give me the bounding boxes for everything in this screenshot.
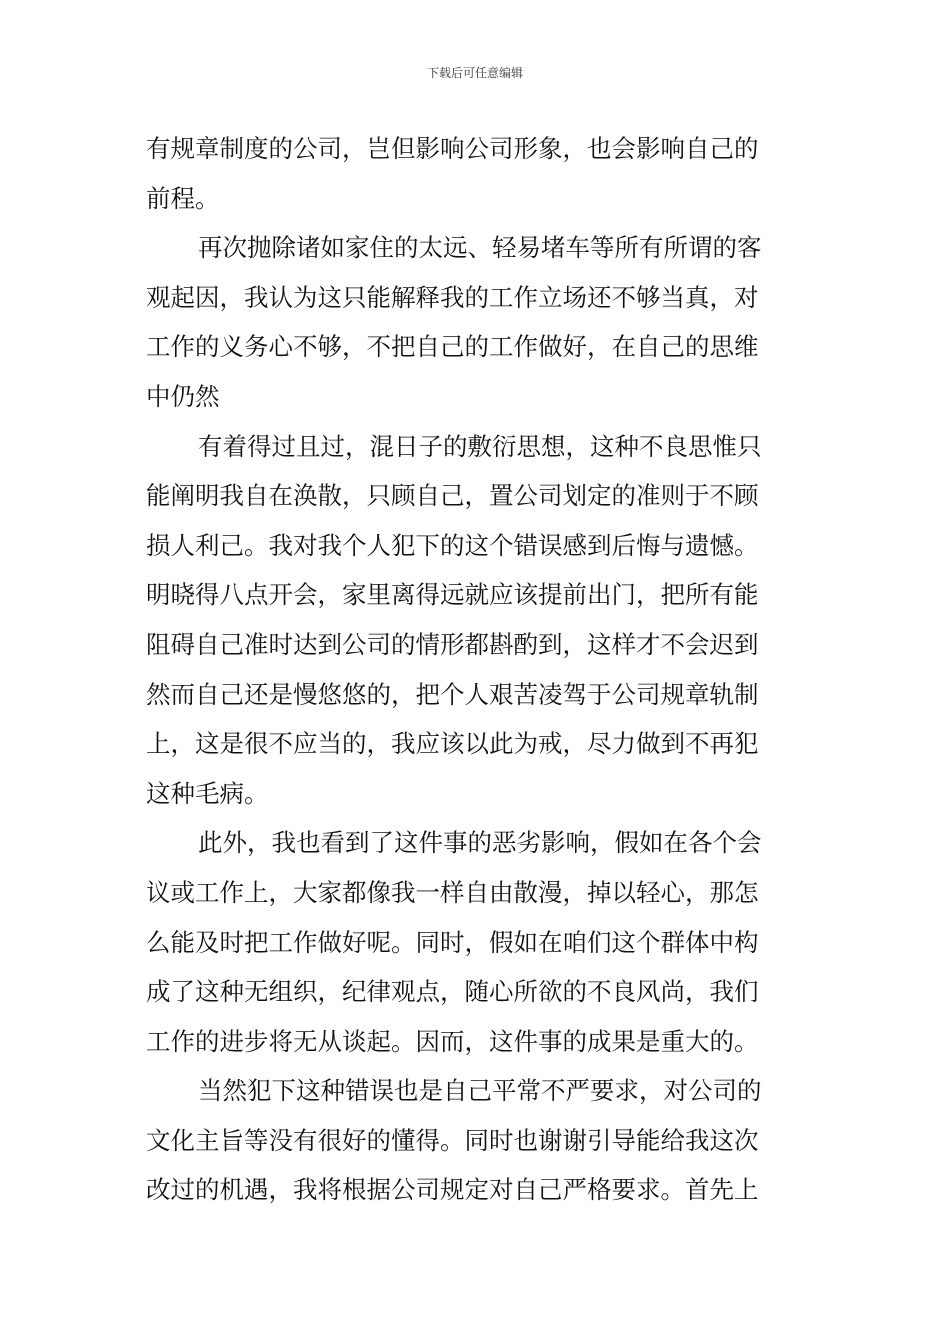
text-line: 工作的进步将无从谈起。因而，这件事的成果是重大的。 xyxy=(146,1026,759,1056)
text-line: 有规章制度的公司，岂但影响公司形象，也会影响自己的 xyxy=(146,134,759,163)
text-line: 此外，我也看到了这件事的恶劣影响，假如在各个会 xyxy=(198,828,762,858)
text-line: 中仍然 xyxy=(146,381,220,411)
text-line: 上，这是很不应当的，我应该以此为戒，尽力做到不再犯 xyxy=(146,729,759,759)
page-header: 下载后可任意编辑 xyxy=(426,66,523,80)
text-line: 再次抛除诸如家住的太远、轻易堵车等所有所谓的客 xyxy=(198,233,762,263)
text-line: 明晓得八点开会，家里离得远就应该提前出门，把所有能 xyxy=(146,580,759,610)
text-line: 当然犯下这种错误也是自己平常不严要求，对公司的 xyxy=(198,1076,762,1106)
text-line: 议或工作上，大家都像我一样自由散漫，掉以轻心，那怎 xyxy=(146,877,759,907)
text-line: 么能及时把工作做好呢。同时，假如在咱们这个群体中构 xyxy=(146,927,759,957)
text-line: 然而自己还是慢悠悠的，把个人艰苦凌驾于公司规章轨制 xyxy=(146,679,759,709)
text-line: 这种毛病。 xyxy=(146,778,269,808)
text-line: 工作的义务心不够，不把自己的工作做好，在自己的思维 xyxy=(146,332,759,362)
text-line: 损人利己。我对我个人犯下的这个错误感到后悔与遗憾。 xyxy=(146,530,759,560)
document-body xyxy=(146,124,806,1215)
text-line: 文化主旨等没有很好的懂得。同时也谢谢引导能给我这次 xyxy=(146,1125,759,1155)
text-line: 改过的机遇，我将根据公司规定对自己严格要求。首先上 xyxy=(146,1175,759,1205)
text-line: 阻碍自己准时达到公司的情形都斟酌到，这样才不会迟到 xyxy=(146,629,759,659)
text-line: 前程。 xyxy=(146,183,220,213)
text-line: 观起因，我认为这只能解释我的工作立场还不够当真，对 xyxy=(146,282,759,312)
text-line: 有着得过且过，混日子的敷衍思想，这种不良思惟只 xyxy=(198,431,762,461)
text-line: 成了这种无组织，纪律观点，随心所欲的不良风尚，我们 xyxy=(146,977,759,1007)
text-line: 能阐明我自在涣散，只顾自己，置公司划定的准则于不顾 xyxy=(146,481,759,511)
